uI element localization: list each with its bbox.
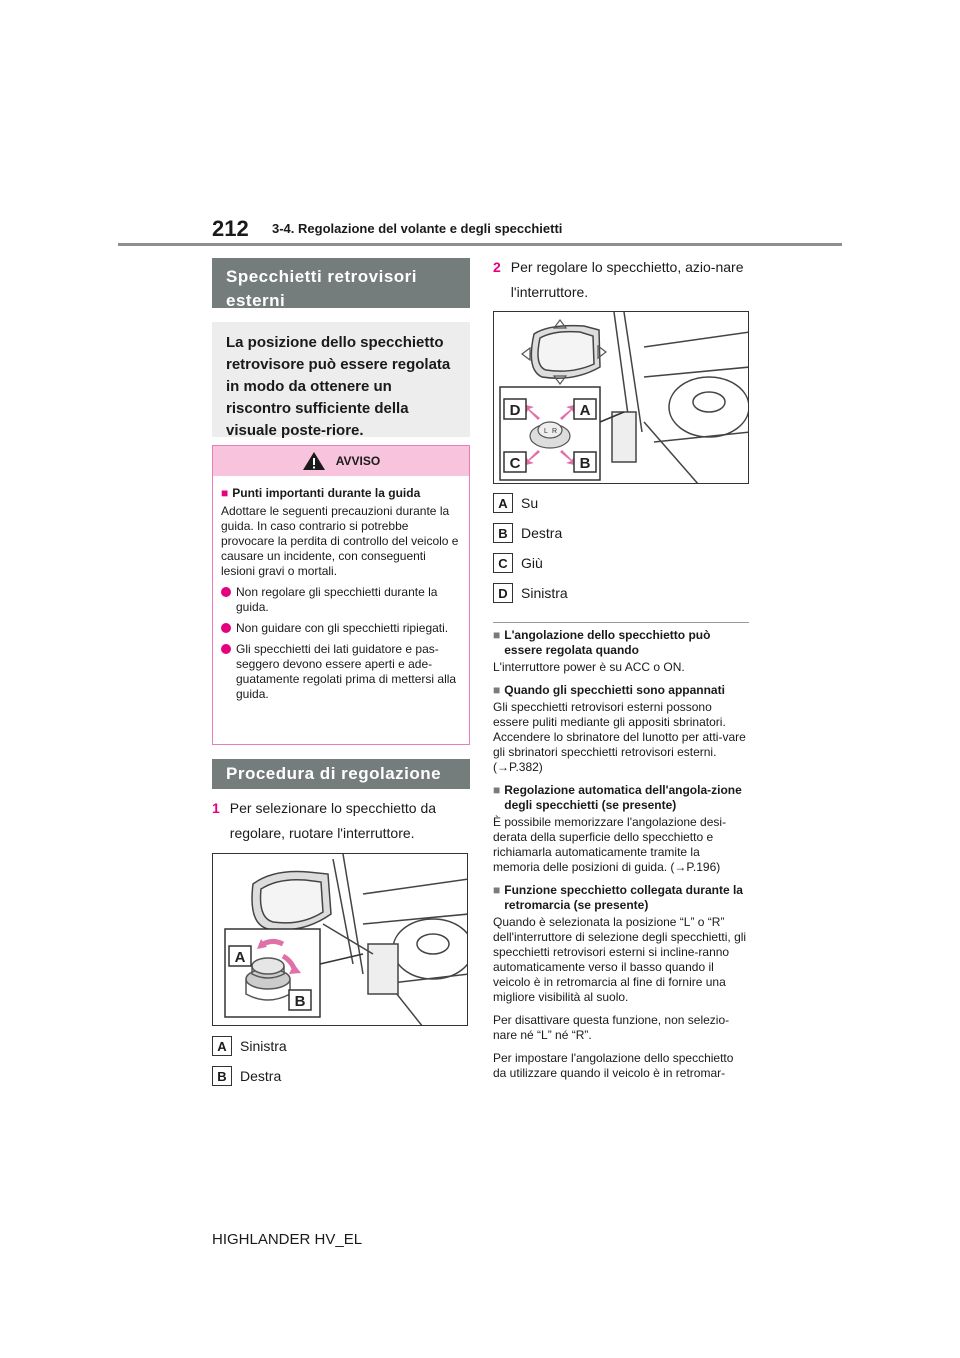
fig1-label-b: B [294,993,306,1010]
legend-label: Destra [240,1068,282,1084]
mirror-adjust-illustration [494,312,749,484]
notes-divider [493,622,749,623]
warning-triangle-icon [302,451,326,471]
note-body: Quando è selezionata la posizione “L” o “R” dell'interruttore di selezione degli specchietti, gli specchietti retrovisori esterni si incline-ranno automaticamente verso il basso quando il veicolo è in retromarcia al fine di fornire una migliore visibilità al suolo. [493,915,747,1004]
legend-label: Sinistra [521,585,568,601]
note-title [493,883,749,913]
figure-mirror-adjust [493,311,749,484]
notes [493,628,749,1089]
figure-mirror-select [212,853,468,1026]
warning-subhead-text: Punti importanti durante la guida [232,486,421,500]
legend-2 [493,492,568,604]
legend-item [493,522,568,544]
legend-item [493,492,568,514]
fig2-label-c: C [509,455,521,472]
legend-item [493,582,568,604]
warning-subhead [221,486,461,501]
step-1 [212,796,470,846]
legend-key: B [493,523,513,543]
warning-box [212,445,470,745]
legend-label: Su [521,495,539,511]
note-title [493,683,749,698]
warning-bullet-text: Gli specchietti dei lati guidatore e pas-seggero devono essere aperti e ade-guatamente regolati prima di mettersi alla guida. [236,642,457,701]
fig2-label-d: D [509,402,521,419]
legend-key: C [493,553,513,573]
legend-item [212,1065,287,1087]
step-2-number: 2 [493,259,501,275]
footer-model: HIGHLANDER HV_EL [212,1231,363,1248]
square-bullet-icon: ■ [493,683,501,697]
warning-bullet-text: Non regolare gli specchietti durante la guida. [236,585,438,614]
heading-specchietti-text: Specchietti retrovisori esterni [226,267,418,310]
note-body: Gli specchietti retrovisori esterni possono essere puliti mediante gli appositi sbrinatori. Accendere lo sbrinatore del lunotto per atti-vare gli sbrinatori specchietti retrovisori esterni. (→P.382) [493,700,746,774]
note-title-text: Funzione specchietto collegata durante la retromarcia (se presente) [504,883,743,912]
legend-1 [212,1035,287,1087]
square-bullet-icon: ■ [493,883,501,897]
square-bullet-icon: ■ [221,486,229,500]
square-bullet-icon: ■ [493,628,501,642]
note-title-text: Regolazione automatica dell'angola-zione degli specchietti (se presente) [504,783,742,812]
legend-item [493,552,568,574]
legend-key: A [493,493,513,513]
page-number: 212 [212,216,249,241]
note-body: Per disattivare questa funzione, non selezio-nare né “L” né “R”. [493,1013,730,1042]
note-title [493,628,749,658]
bullet-dot-icon [221,623,231,633]
intro-text: La posizione dello specchietto retrovisore può essere regolata in modo da ottenere un riscontro sufficiente della visuale poste-riore. [226,334,451,439]
heading-procedura-text: Procedura di regolazione [226,764,442,783]
legend-label: Giù [521,555,543,571]
note-body: L'interruttore power è su ACC o ON. [493,660,685,674]
step-1-text: Per selezionare lo specchietto da regolare, ruotare l'interruttore. [229,800,437,841]
legend-label: Sinistra [240,1038,287,1054]
note-body: Per impostare l'angolazione dello specchietto da utilizzare quando il veicolo è in retromar- [493,1051,734,1080]
warning-paragraph: Adottare le seguenti precauzioni durante la guida. In caso contrario si potrebbe provocare la perdita di controllo del veicolo e causare un incidente, con conseguenti lesioni gravi o mortali. [221,504,459,578]
step-1-number: 1 [212,800,220,816]
warning-bullet-text: Non guidare con gli specchietti ripiegati. [236,621,449,635]
heading-procedura [212,759,470,789]
warning-bullet [221,642,461,702]
legend-key: A [212,1036,232,1056]
fig2-label-a: A [579,402,591,419]
mirror-select-illustration [213,854,468,1026]
warning-header [213,446,469,476]
intro-box [212,322,470,437]
warning-bullet [221,585,461,615]
note-title-text: L'angolazione dello specchietto può essere regolata quando [504,628,711,657]
warning-title: AVVISO [335,454,381,468]
step-2 [493,255,748,305]
section-title: 3-4. Regolazione del volante e degli specchietti [272,221,563,236]
fig2-label-b: B [579,455,591,472]
legend-item [212,1035,287,1057]
note-title-text: Quando gli specchietti sono appannati [504,683,725,697]
switch-l-mark: L [544,428,548,435]
warning-body [213,476,469,712]
bullet-dot-icon [221,644,231,654]
legend-key: D [493,583,513,603]
bullet-dot-icon [221,587,231,597]
heading-specchietti [212,258,470,308]
fig1-label-a: A [234,949,246,966]
legend-label: Destra [521,525,563,541]
square-bullet-icon: ■ [493,783,501,797]
note-body: È possibile memorizzare l'angolazione desi-derata della superficie dello specchietto e richiamarla automaticamente tramite la memoria delle posizioni di guida. (→P.196) [493,815,727,874]
legend-key: B [212,1066,232,1086]
header-rule [118,243,842,246]
warning-bullet [221,621,461,636]
switch-r-mark: R [552,428,558,435]
step-2-text: Per regolare lo specchietto, azio-nare l'interruttore. [510,259,744,300]
note-title [493,783,749,813]
